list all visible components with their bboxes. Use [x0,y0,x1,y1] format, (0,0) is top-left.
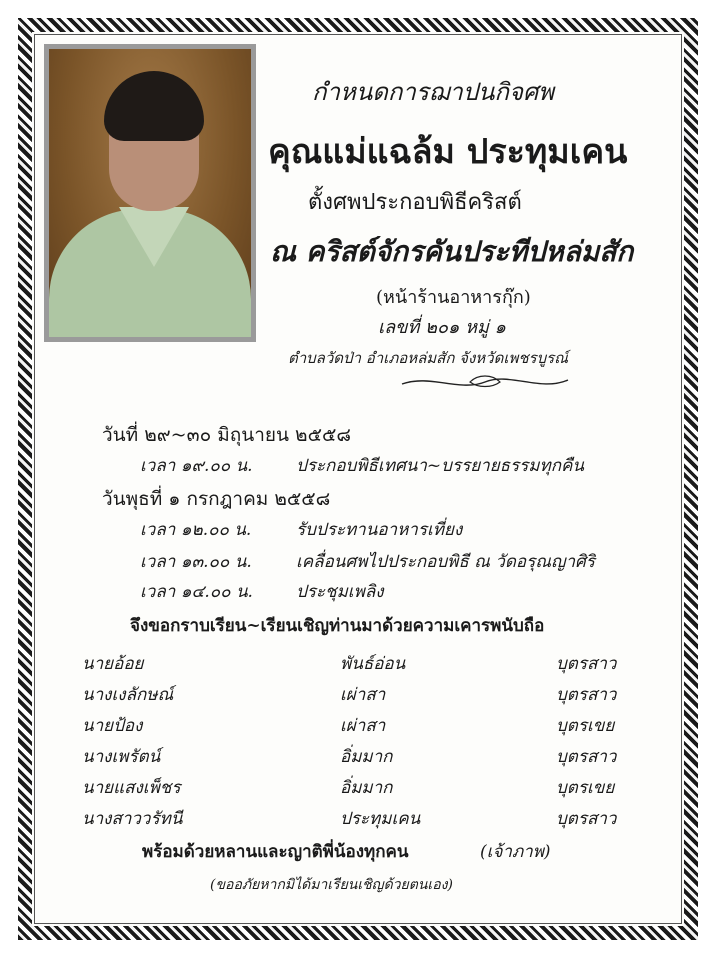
event-time: เวลา ๑๙.๐๐ น. [140,456,253,476]
apology-note: (ขออภัยหากมิได้มาเรียนเชิญด้วยตนเอง) [210,877,453,893]
family-relation: บุตรสาว [556,654,617,674]
family-last-name: เผ่าสา [340,716,386,736]
deceased-portrait [44,44,256,342]
family-first-name: นายแสงเพ็ชร [82,778,181,798]
family-last-name: ประทุมเคน [340,809,421,829]
title: กำหนดการฌาปนกิจศพ [312,78,554,106]
church-name: ณ คริสต์จักรคันประทีปหล่มสัก [270,235,634,268]
flourish-ornament [400,370,570,394]
event-time: เวลา ๑๔.๐๐ น. [140,582,253,602]
address-number: เลขที่ ๒๐๑ หมู่ ๑ [378,317,506,338]
event-desc: ประกอบพิธีเทศนา~บรรยายธรรมทุกคืน [296,456,585,476]
family-last-name: เผ่าสา [340,685,386,705]
landmark: (หน้าร้านอาหารกุ๊ก) [376,287,531,308]
family-relation: บุตรเขย [556,716,615,736]
family-relation: บุตรสาว [556,809,617,829]
family-relation: บุตรสาว [556,747,617,767]
family-last-name: พันธ์อ่อน [340,654,406,674]
family-first-name: นางเพรัตน์ [82,747,161,767]
closing-text: พร้อมด้วยหลานและญาติพี่น้องทุกคน [142,842,409,862]
family-relation: บุตรเขย [556,778,615,798]
invitation-text: จึงขอกราบเรียน~เรียนเชิญท่านมาด้วยความเคารพนับถือ [130,616,545,636]
deceased-name: คุณแม่แฉล้ม ประทุมเคน [268,132,628,172]
date-2: วันพุธที่ ๑ กรกฎาคม ๒๕๕๘ [102,488,331,510]
event-time: เวลา ๑๓.๐๐ น. [140,552,252,572]
address: ตำบลวัดป่า อำเภอหล่มสัก จังหวัดเพชรบูรณ์ [288,349,569,367]
family-first-name: นายอ้อย [82,654,144,674]
event-time: เวลา ๑๒.๐๐ น. [140,520,252,540]
event-desc: รับประทานอาหารเที่ยง [296,520,463,540]
family-last-name: อิ่มมาก [340,747,393,767]
family-first-name: นางเงลักษณ์ [82,685,174,705]
family-relation: บุตรสาว [556,685,617,705]
family-first-name: นางสาววรัทนี [82,809,183,829]
family-last-name: อิ่มมาก [340,778,393,798]
event-desc: ประชุมเพลิง [296,582,384,602]
date-1: วันที่ ๒๙~๓๐ มิถุนายน ๒๕๕๘ [102,424,351,446]
ceremony-type: ตั้งศพประกอบพิธีคริสต์ [308,190,522,215]
family-first-name: นายป้อง [82,716,143,736]
host-label: (เจ้าภาพ) [480,842,551,862]
event-desc: เคลื่อนศพไปประกอบพิธี ณ วัดอรุณญาศิริ [296,552,595,572]
